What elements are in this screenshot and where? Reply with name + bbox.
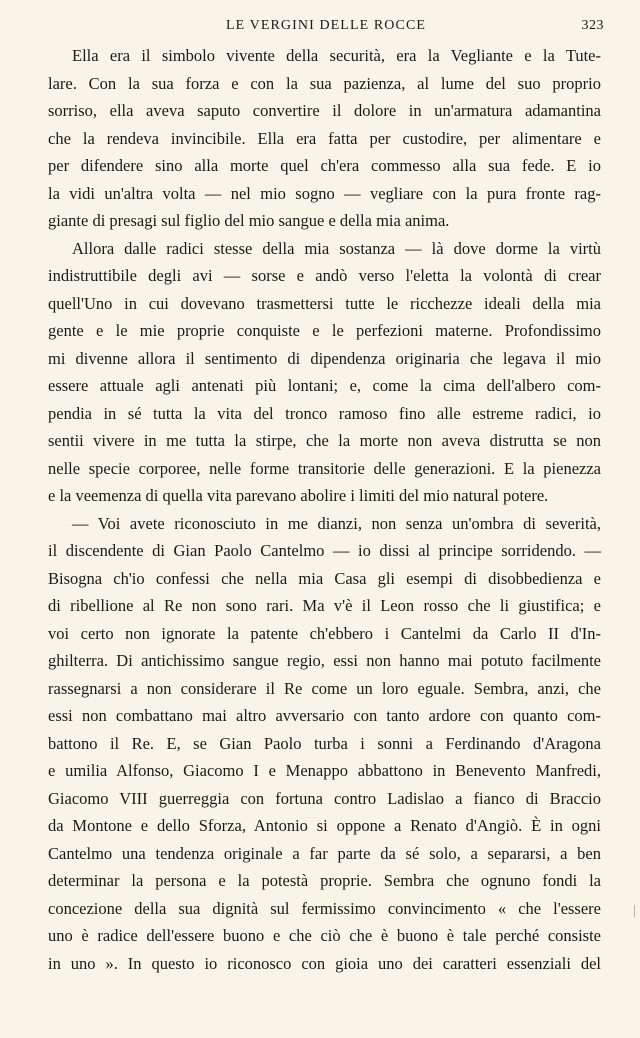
text-line: essere attuale agli antenati più lontani; e, come la cima dell'albero com- xyxy=(48,376,601,395)
text-line: essi non combattano mai altro avversario con tanto ardore con quanto com- xyxy=(48,706,601,725)
text-line: voi certo non ignorate la patente ch'ebbero i Cantelmi da Carlo II d'In- xyxy=(48,623,601,643)
text-line: uno è radice dell'essere buono e che ciò che è buono è tale perché consiste xyxy=(48,926,601,945)
text-line: lare. Con la sua forza e con la sua pazienza, al lume del suo proprio xyxy=(48,73,601,93)
text-line: Giacomo VIII guerreggia con fortuna contro Ladislao a fianco di Braccio xyxy=(48,788,601,808)
text-line: giante di presagi sul figlio del mio sangue e della mia anima. xyxy=(48,211,450,230)
text-line: Cantelmo una tendenza originale a far parte da sé solo, a separarsi, a ben xyxy=(48,843,601,863)
text-line: Bisogna ch'io confessi che nella mia Casa gli esempi di disobbedienza e xyxy=(48,568,601,588)
text-line: Ella era il simbolo vivente della securità, era la Vegliante e la Tute- xyxy=(72,46,601,65)
text-line: nelle specie corporee, nelle forme transitorie delle generazioni. E la pienezza xyxy=(48,458,601,478)
text-line: che la rendeva invincibile. Ella era fatta per custodire, per alimentare e xyxy=(48,128,601,148)
text-line: — Voi avete riconosciuto in me dianzi, non senza un'ombra di severità, xyxy=(72,513,601,533)
text-line: pendia in sé tutta la vita del tronco ramoso fino alle estreme radici, io xyxy=(48,403,601,423)
page-number: 323 xyxy=(581,18,604,33)
text-line: da Montone e dello Sforza, Antonio si oppone a Renato d'Angiò. È in ogni xyxy=(48,816,601,835)
text-line: mi divenne allora il sentimento di dipendenza originaria che legava il mio xyxy=(48,348,601,368)
text-line: determinar la persona e la potestà proprie. Sembra che ognuno fondi la xyxy=(48,871,601,890)
text-line: gente e le mie proprie conquiste e le perfezioni materne. Profondissimo xyxy=(48,321,601,340)
running-head-title: LE VERGINI DELLE ROCCE xyxy=(225,18,427,33)
text-line: per difendere sino alla morte quel ch'era commesso alla sua fede. E io xyxy=(48,156,601,175)
text-line: sorriso, ella aveva saputo convertire il dolore in un'armatura adamantina xyxy=(48,101,601,120)
text-line: quell'Uno in cui dovevano trasmettersi tutte le ricchezze ideali della mia xyxy=(48,293,601,313)
text-line: battono il Re. E, se Gian Paolo turba i sonni a Ferdinando d'Aragona xyxy=(48,733,601,753)
text-line: la vidi un'altra volta — nel mio sogno — vegliare con la pura fronte rag- xyxy=(48,183,601,203)
text-line: il discendente di Gian Paolo Cantelmo — io dissi al principe sorridendo. — xyxy=(48,541,601,560)
body-text xyxy=(48,42,601,977)
page-smudge-mark xyxy=(634,905,635,917)
text-line: Allora dalle radici stesse della mia sostanza — là dove dorme la virtù xyxy=(72,238,601,258)
text-line: in uno ». In questo io riconosco con gioia uno dei caratteri essenziali del xyxy=(48,953,601,973)
text-line: di ribellione al Re non sono rari. Ma v'è il Leon rosso che li giustifica; e xyxy=(48,596,601,615)
text-line: e umilia Alfonso, Giacomo I e Menappo abbattono in Benevento Manfredi, xyxy=(48,761,601,780)
text-line: ghilterra. Di antichissimo sangue regio, essi non hanno mai potuto facilmente xyxy=(48,651,601,670)
text-line: indistruttibile degli avi — sorse e andò verso l'eletta la volontà di crear xyxy=(48,266,601,285)
running-head xyxy=(48,18,604,38)
text-line: rassegnarsi a non considerare il Re come un loro eguale. Sembra, anzi, che xyxy=(48,678,601,698)
text-line: e la veemenza di quella vita parevano abolire i limiti del mio natural potere. xyxy=(48,486,549,505)
text-line: concezione della sua dignità sul fermissimo convincimento « che l'essere xyxy=(48,898,601,918)
text-line: sentii vivere in me tutta la stirpe, che la morte non aveva distrutta se non xyxy=(48,431,601,450)
